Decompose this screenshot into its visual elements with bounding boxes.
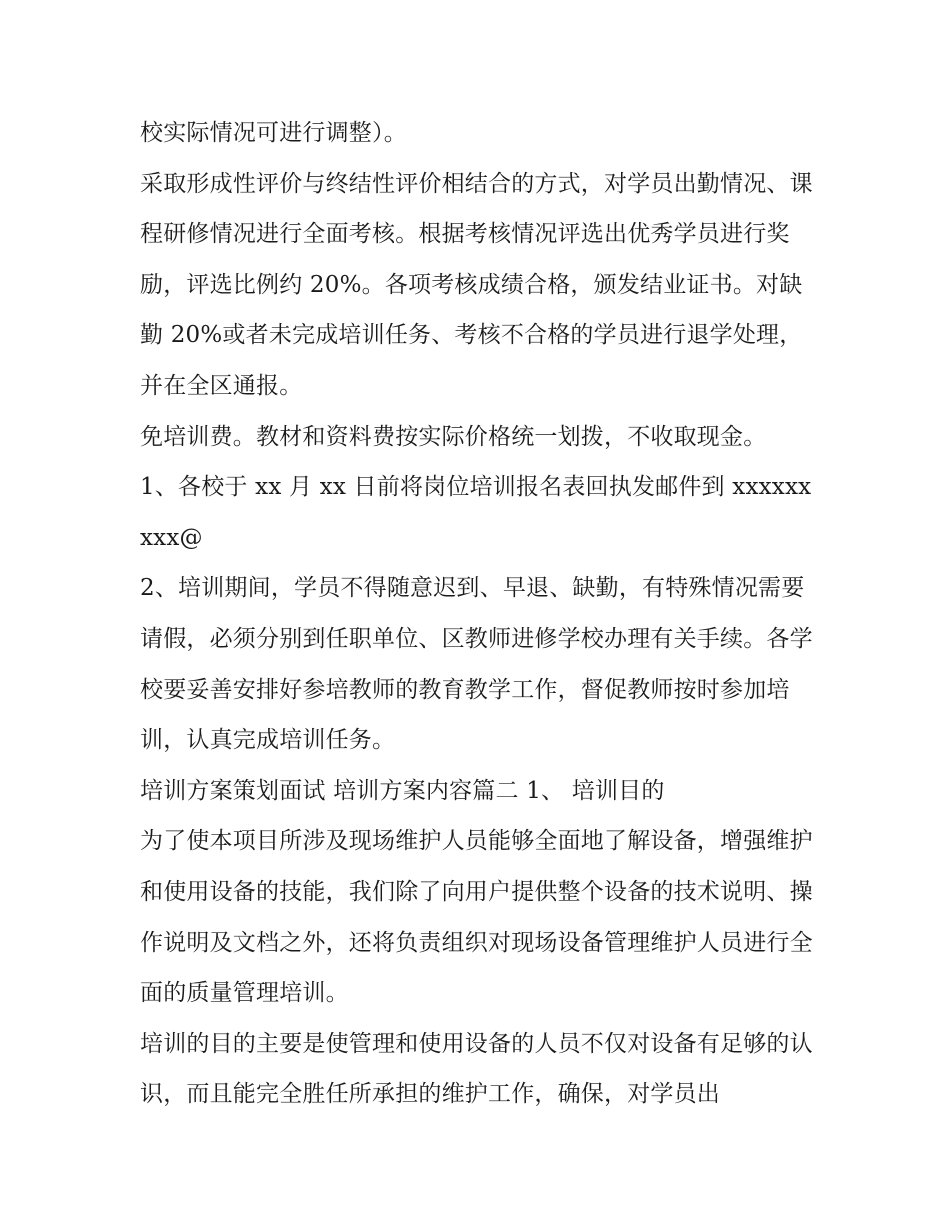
paragraph-assessment: 采取形成性评价与终结性评价相结合的方式，对学员出勤情况、课程研修情况进行全面考核。根据考核情况评选出优秀学员进行奖励，评选比例约 20%。各项考核成绩合格，颁发结业证书。对缺勤 20%或者未完成培训任务、考核不合格的学员进行退学处理，并在全区通报。 — [140, 170, 813, 399]
document-body — [140, 108, 820, 1120]
paragraph-training-purpose: 为了使本项目所涉及现场维护人员能够全面地了解设备，增强维护和使用设备的技能，我们除了向用户提供整个设备的技术说明、操作说明及文档之外，还将负责组织对现场设备管理维护人员进行全面的质量管理培训。 — [140, 828, 813, 1007]
paragraph-adjustment-note: 校实际情况可进行调整）。 — [140, 120, 407, 146]
paragraph-fees: 免培训费。教材和资料费按实际价格统一划拨，不收取现金。 — [140, 423, 767, 450]
paragraph-attendance-rules: 2、培训期间，学员不得随意迟到、早退、缺勤，有特殊情况需要请假，必须分别到任职单位、区教师进修学校办理有关手续。各学校要妥善安排好参培教师的教育教学工作，督促教师按时参加培训，认真完成培训任务。 — [140, 575, 813, 754]
paragraph-training-goal: 培训的目的主要是使管理和使用设备的人员不仅对设备有足够的认识，而且能完全胜任所承担的维护工作，确保，对学员出 — [140, 1030, 813, 1108]
paragraph-section-heading: 培训方案策划面试 培训方案内容篇二 1、 培训目的 — [140, 777, 665, 804]
paragraph-registration: 1、各校于 xx 月 xx 日前将岗位培训报名表回执发邮件到 xxxxxxxxx@ — [140, 474, 812, 551]
